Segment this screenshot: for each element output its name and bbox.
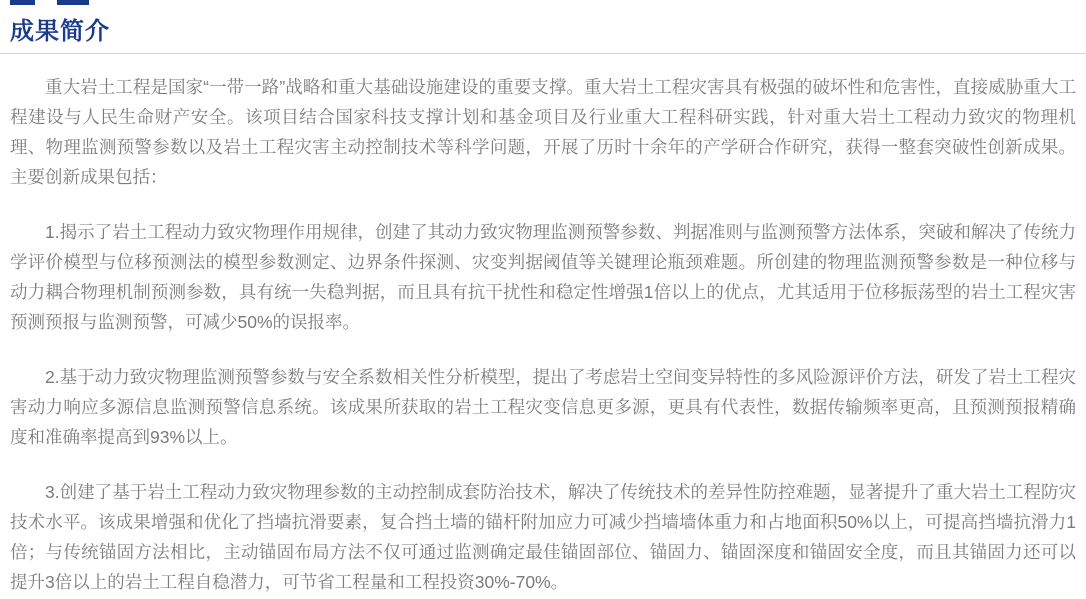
achievement-3-paragraph: 3.创建了基于岩土工程动力致灾物理参数的主动控制成套防治技术，解决了传统技术的差异性防控难题，显著提升了重大岩土工程防灾技术水平。该成果增强和优化了挡墙抗滑要素，复合挡土墙的锚杆附加应力可减少挡墙墙体重力和占地面积50%以上，可提高挡墙抗滑力1倍；与传统锚固方法相比，主动锚固布局方法不仅可通过监测确定最佳锚固部位、锚固力、锚固深度和锚固安全度，而且其锚固力还可以提升3倍以上的岩土工程自稳潜力，可节省工程量和工程投资30%-70%。 bbox=[10, 482, 1076, 592]
cutoff-text-fragment-right bbox=[57, 0, 89, 5]
intro-paragraph: 重大岩土工程是国家“一带一路”战略和重大基础设施建设的重要支撑。重大岩土工程灾害具有极强的破坏性和危害性，直接威胁重大工程建设与人民生命财产安全。该项目结合国家科技支撑计划和基金项目及行业重大工程科研实践，针对重大岩土工程动力致灾的物理机理、物理监测预警参数以及岩土工程灾害主动控制技术等科学问题，开展了历时十余年的产学研合作研究，获得一整套突破性创新成果。主要创新成果包括： bbox=[10, 77, 1076, 187]
achievement-2-paragraph: 2.基于动力致灾物理监测预警参数与安全系数相关性分析模型，提出了考虑岩土空间变异特性的多风险源评价方法，研发了岩土工程灾害动力响应多源信息监测预警信息系统。该成果所获取的岩土工程灾变信息更多源，更具有代表性，数据传输频率更高，且预测预报精确度和准确率提高到93%以上。 bbox=[10, 367, 1076, 447]
cutoff-text-fragment-left bbox=[10, 0, 35, 5]
page-title: 成果简介 bbox=[10, 18, 110, 45]
achievement-1-paragraph: 1.揭示了岩土工程动力致灾物理作用规律，创建了其动力致灾物理监测预警参数、判据准则与监测预警方法体系，突破和解决了传统力学评价模型与位移预测法的模型参数测定、边界条件探测、灾变判据阈值等关键理论瓶颈难题。所创建的物理监测预警参数是一种位移与动力耦合物理机制预测参数，具有统一失稳判据，而且具有抗干扰性和稳定性增强1倍以上的优点，尤其适用于位移振荡型的岩土工程灾害预测预报与监测预警，可减少50%的误报率。 bbox=[10, 222, 1076, 332]
article-body bbox=[10, 54, 1076, 597]
